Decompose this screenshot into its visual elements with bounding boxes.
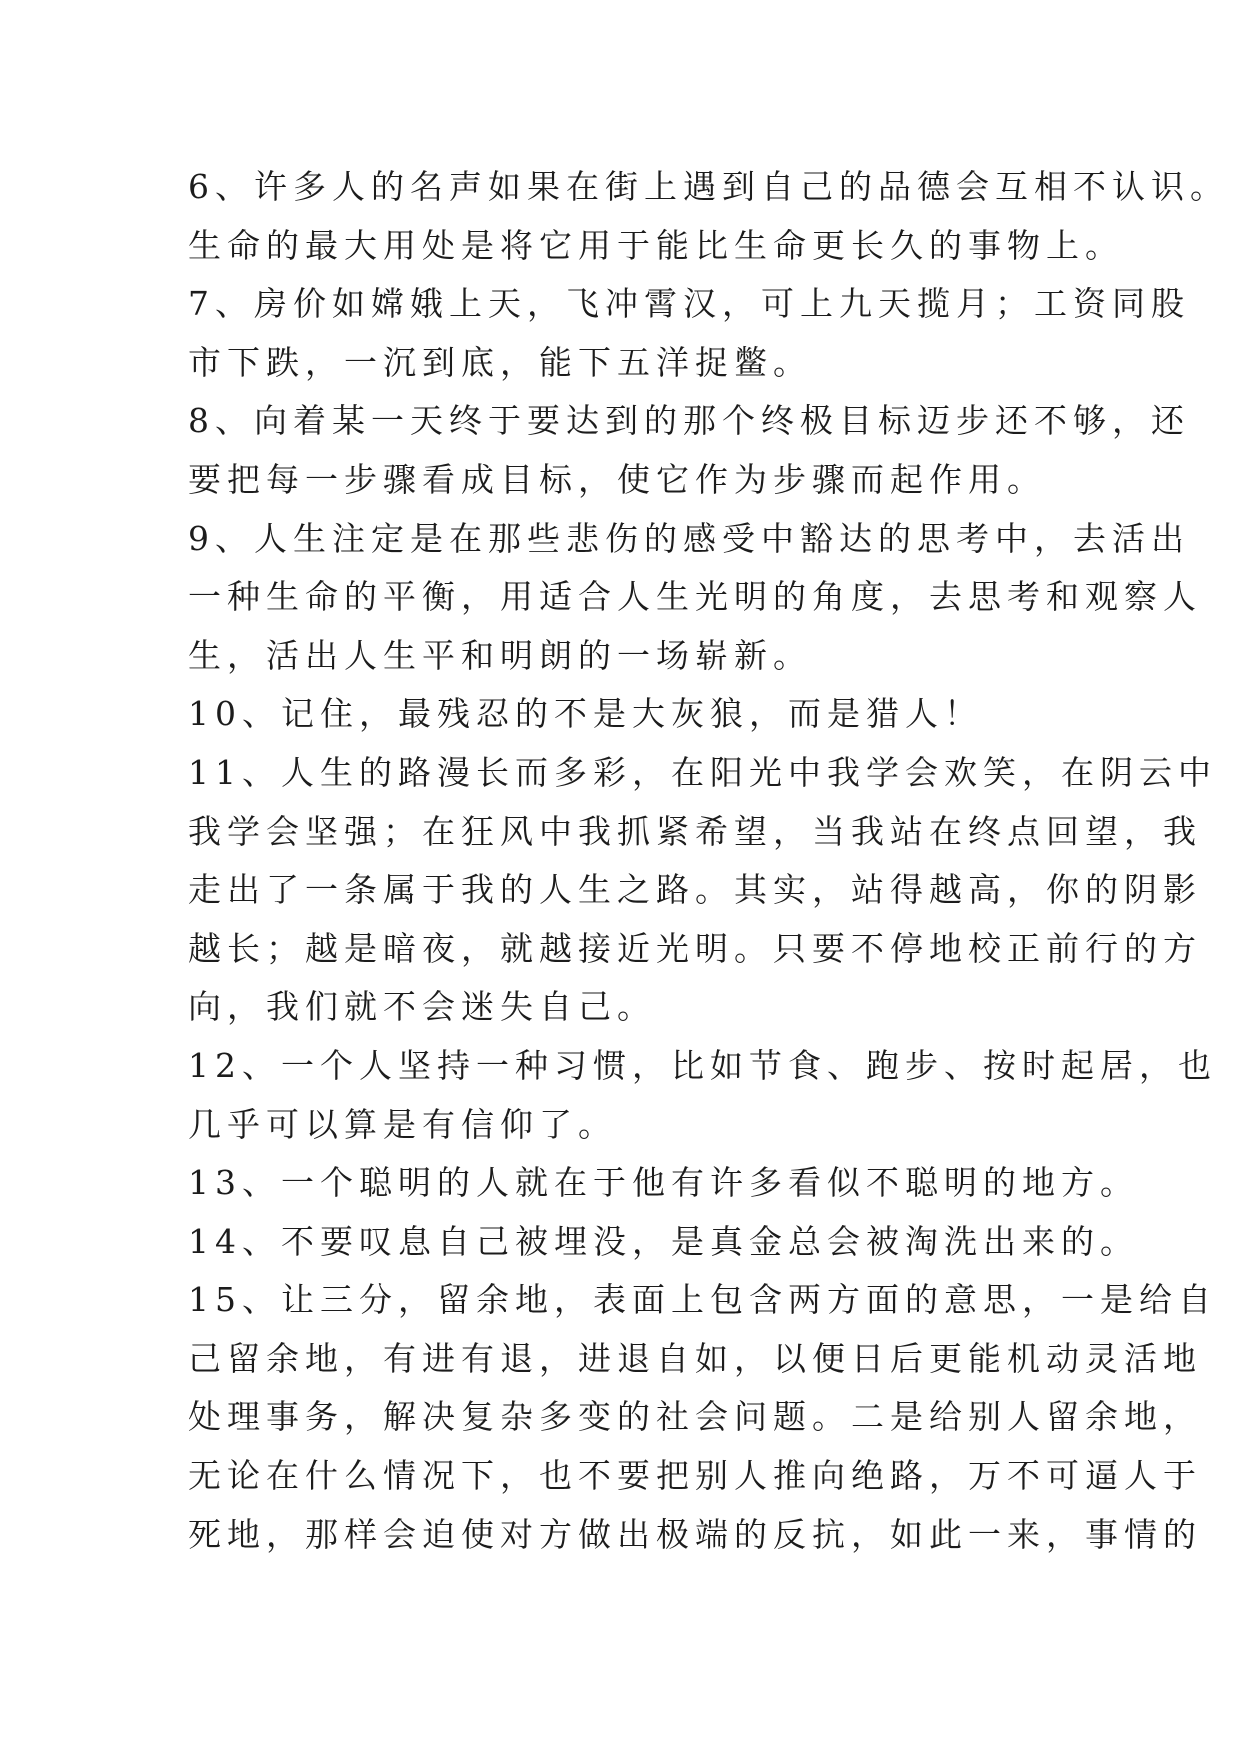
text-line: 生命的最大用处是将它用于能比生命更长久的事物上。	[188, 225, 1124, 265]
text-line: 无论在什么情况下，也不要把别人推向绝路，万不可逼人于	[188, 1456, 1202, 1496]
text-line: 14、不要叹息自己被埋没，是真金总会被淘洗出来的。	[188, 1221, 1139, 1261]
text-line: 8、向着某一天终于要达到的那个终极目标迈步还不够，还	[188, 401, 1190, 441]
text-line: 生，活出人生平和明朗的一场崭新。	[188, 635, 812, 675]
text-line: 6、许多人的名声如果在街上遇到自己的品德会互相不认识。	[188, 167, 1229, 206]
text-line: 越长；越是暗夜，就越接近光明。只要不停地校正前行的方	[188, 928, 1202, 968]
text-line: 9、人生注定是在那些悲伤的感受中豁达的思考中，去活出	[188, 518, 1190, 558]
text-line: 11、人生的路漫长而多彩，在阳光中我学会欢笑，在阴云中	[188, 752, 1217, 792]
text-line: 走出了一条属于我的人生之路。其实，站得越高，你的阴影	[188, 870, 1202, 910]
text-line: 12、一个人坚持一种习惯，比如节食、跑步、按时起居，也	[188, 1045, 1217, 1085]
text-line: 一种生命的平衡，用适合人生光明的角度，去思考和观察人	[188, 577, 1202, 617]
text-line: 几乎可以算是有信仰了。	[188, 1104, 617, 1144]
text-line: 死地，那样会迫使对方做出极端的反抗，如此一来，事情的	[188, 1514, 1202, 1554]
document-body	[188, 158, 1229, 1564]
text-line: 市下跌，一沉到底，能下五洋捉鳖。	[188, 342, 812, 382]
text-line: 15、让三分，留余地，表面上包含两方面的意思，一是给自	[188, 1280, 1217, 1320]
text-line: 己留余地，有进有退，进退自如，以便日后更能机动灵活地	[188, 1338, 1202, 1378]
text-line: 向，我们就不会迷失自己。	[188, 987, 656, 1027]
text-line: 我学会坚强；在狂风中我抓紧希望，当我站在终点回望，我	[188, 811, 1202, 851]
text-line: 要把每一步骤看成目标，使它作为步骤而起作用。	[188, 459, 1046, 499]
text-line: 10、记住，最残忍的不是大灰狼，而是猎人！	[188, 694, 983, 734]
text-line: 处理事务，解决复杂多变的社会问题。二是给别人留余地，	[188, 1397, 1202, 1437]
text-line: 13、一个聪明的人就在于他有许多看似不聪明的地方。	[188, 1163, 1139, 1203]
text-line: 7、房价如嫦娥上天，飞冲霄汉，可上九天揽月；工资同股	[188, 284, 1190, 324]
